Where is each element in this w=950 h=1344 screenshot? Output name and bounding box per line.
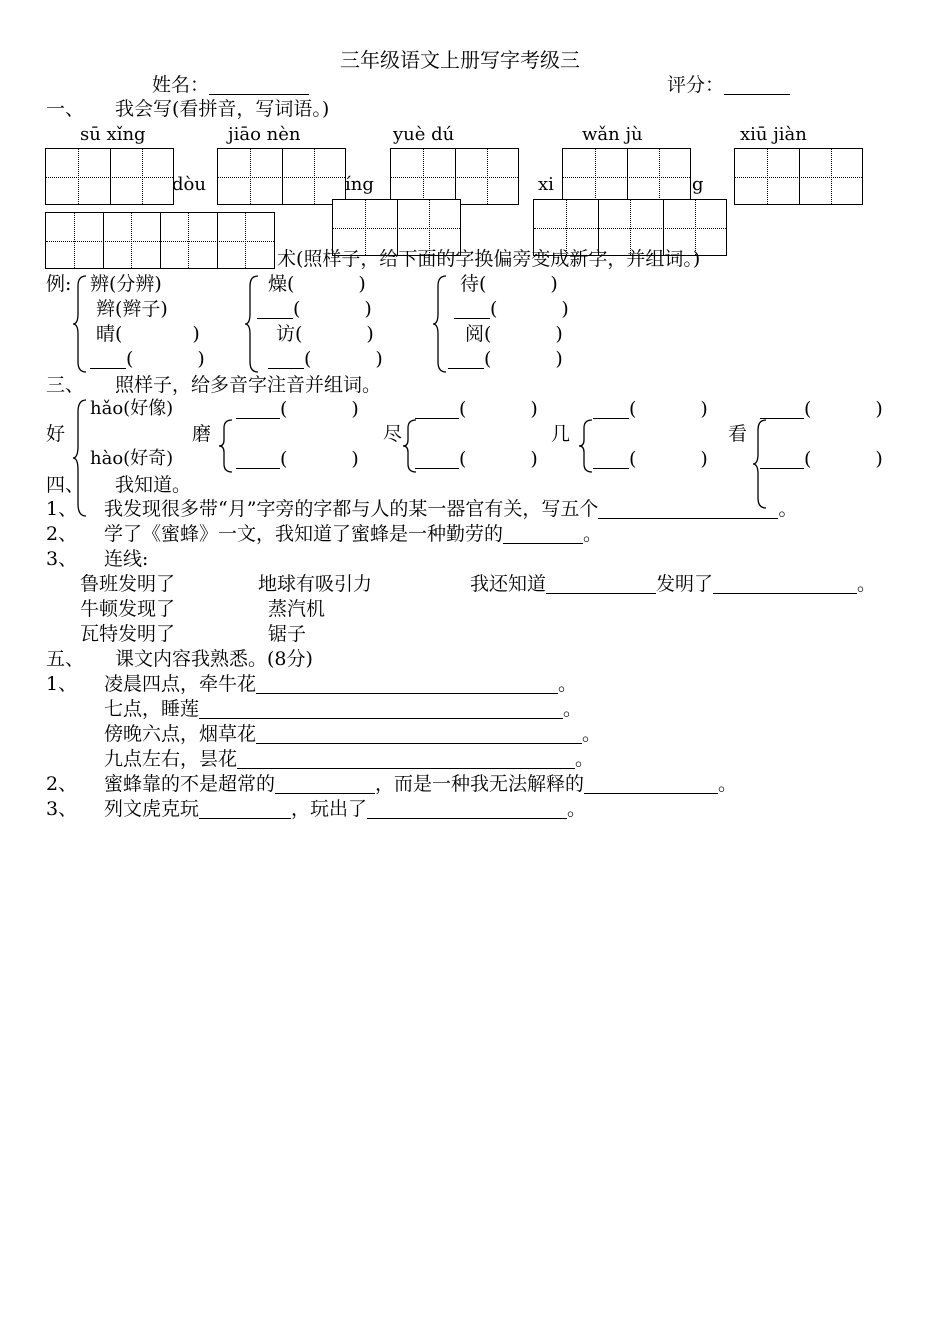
char2-blank1[interactable] [415, 400, 459, 419]
pinyin-row2-a: dòu [172, 174, 206, 195]
char1-open1: ( [280, 398, 288, 420]
char2-close1: ) [530, 398, 538, 420]
char4-open2: ( [804, 448, 812, 470]
char4-open1: ( [804, 398, 812, 420]
match-left-1[interactable]: 鲁班发明了 [80, 573, 176, 595]
char4-line1 [760, 400, 883, 419]
char4-close1: ) [875, 398, 883, 420]
s4-extra-period: 。 [857, 573, 877, 595]
char4-blank2[interactable] [760, 450, 804, 469]
col3-item4-open: ( [484, 348, 492, 370]
s5-q2-period: 。 [718, 773, 738, 795]
char2-open2: ( [459, 448, 467, 470]
example-reading-1: hǎo(好像) [90, 398, 174, 419]
col3-item1 [460, 275, 558, 294]
col1-item4-open: ( [126, 348, 134, 370]
s4-q2 [104, 525, 602, 544]
writing-grid-2[interactable] [217, 148, 346, 205]
s5-q3-a: 列文虎克玩 [104, 798, 200, 820]
s4-q1-period: 。 [778, 498, 798, 520]
col3-blank1[interactable] [454, 300, 490, 319]
s4-q3-number: 3、 [46, 548, 78, 570]
s5-q3-period: 。 [567, 798, 587, 820]
s5-q3-blank1[interactable] [199, 800, 291, 819]
char1-line1 [236, 400, 359, 419]
writing-grid-3[interactable] [390, 148, 519, 205]
match-right-3[interactable]: 锯子 [268, 623, 307, 645]
col3-item2 [454, 300, 569, 319]
col3-item3-close: ) [555, 323, 563, 345]
section1-number: 一、 [46, 98, 85, 120]
col1-item4-close: ) [197, 348, 205, 370]
char2-close2: ) [530, 448, 538, 470]
s4-extra-b: 发明了 [656, 573, 714, 595]
brace-col1 [72, 274, 92, 374]
s5-q2-a: 蜜蜂靠的不是超常的 [104, 773, 276, 795]
pinyin-4: wǎn jù [582, 124, 643, 145]
char3-blank1[interactable] [593, 400, 629, 419]
char3-close2: ) [700, 448, 708, 470]
col3-item4 [448, 350, 563, 369]
s4-extra-blank1[interactable] [546, 575, 656, 594]
writing-grid-1[interactable] [45, 148, 174, 205]
score-label [667, 76, 790, 95]
example-reading-2: hào(好奇) [90, 448, 174, 469]
s5-q2-blank1[interactable] [275, 775, 375, 794]
pinyin-2: jiāo nèn [228, 124, 301, 145]
s5-line-1-blank[interactable] [256, 675, 558, 694]
char4-line2 [760, 450, 883, 469]
pinyin-5: xiū jiàn [740, 124, 807, 145]
s5-line-3-text: 傍晚六点，烟草花 [104, 723, 257, 745]
col3-item2-close: ) [561, 298, 569, 320]
col2-blank2[interactable] [268, 350, 304, 369]
char3-blank2[interactable] [593, 450, 629, 469]
col3-blank2[interactable] [448, 350, 484, 369]
s5-line-4-text: 九点左右，昙花 [104, 748, 238, 770]
writing-grid-6[interactable] [45, 212, 275, 269]
s5-line-1-period: 。 [558, 673, 578, 695]
pinyin-row2-b: íng [345, 174, 374, 195]
col2-item3-text: 访( [276, 323, 303, 345]
char3-line2 [593, 450, 708, 469]
char1-line2 [236, 450, 359, 469]
char2-line2 [415, 450, 538, 469]
col1-item3-close: ) [192, 323, 200, 345]
char2-open1: ( [459, 398, 467, 420]
s5-line-1-text: 凌晨四点，牵牛花 [104, 673, 257, 695]
s4-q1-text: 我发现很多带“月”字旁的字都与人的某一器官有关，写五个 [104, 498, 599, 520]
col2-item1 [268, 275, 366, 294]
s5-line-1 [104, 675, 577, 694]
s4-extra-blank2[interactable] [713, 575, 857, 594]
s5-line-4 [104, 750, 594, 769]
col3-item4-close: ) [555, 348, 563, 370]
match-left-3[interactable]: 瓦特发明了 [80, 623, 176, 645]
col1-item3-text: 晴( [96, 323, 123, 345]
col2-item1-close: ) [358, 273, 366, 295]
s5-line-2-period: 。 [563, 698, 583, 720]
match-left-2[interactable]: 牛顿发现了 [80, 598, 176, 620]
col2-item2-close: ) [364, 298, 372, 320]
s5-q2-blank2[interactable] [584, 775, 718, 794]
char4-close2: ) [875, 448, 883, 470]
section2-heading: 术(照样子，给下面的字换偏旁变成新字，并组词。) [277, 248, 701, 270]
col3-item3 [465, 325, 563, 344]
poly-char-1: 磨 [192, 423, 212, 445]
col2-item2-open: ( [293, 298, 301, 320]
section5-number: 五、 [46, 648, 85, 670]
name-blank[interactable] [209, 76, 309, 95]
col3-item1-close: ) [550, 273, 558, 295]
example-char: 好 [46, 423, 66, 445]
writing-grid-4[interactable] [562, 148, 691, 205]
char1-open2: ( [280, 448, 288, 470]
poly-char-2: 尽 [383, 423, 403, 445]
name-label-text: 姓名： [152, 74, 210, 96]
s5-q1-number: 1、 [46, 673, 78, 695]
s4-q1-blank[interactable] [598, 500, 778, 519]
s5-line-3-period: 。 [582, 723, 602, 745]
s5-line-4-blank[interactable] [237, 750, 575, 769]
score-label-text: 评分： [667, 74, 725, 96]
col1-item1: 辨(分辨) [90, 273, 162, 295]
char3-open1: ( [629, 398, 637, 420]
char1-close1: ) [351, 398, 359, 420]
match-right-1[interactable]: 地球有吸引力 [258, 573, 373, 595]
s5-line-2-blank[interactable] [199, 700, 563, 719]
char2-blank2[interactable] [415, 450, 459, 469]
pinyin-row2-d: g [692, 174, 704, 195]
col1-item2: 辫(辫子) [96, 298, 168, 320]
col1-blank[interactable] [90, 350, 126, 369]
s5-line-2 [104, 700, 582, 719]
char4-blank1[interactable] [760, 400, 804, 419]
s4-q1-number: 1、 [46, 498, 78, 520]
pinyin-1: sū xǐng [80, 124, 146, 145]
s4-q1 [104, 500, 797, 519]
col2-item2 [257, 300, 372, 319]
col2-item3 [276, 325, 374, 344]
s5-q3-blank2[interactable] [367, 800, 567, 819]
writing-grid-5[interactable] [734, 148, 863, 205]
s5-q3-b: ，玩出了 [291, 798, 368, 820]
s4-extra-a: 我还知道 [470, 573, 547, 595]
poly-char-4: 看 [728, 423, 748, 445]
s4-q2-text: 学了《蜜蜂》一文，我知道了蜜蜂是一种勤劳的 [104, 523, 504, 545]
pinyin-row2-c: xi [538, 174, 554, 195]
char2-line1 [415, 400, 538, 419]
section1-heading: 我会写(看拼音，写词语。) [115, 98, 330, 120]
col2-item4-close: ) [375, 348, 383, 370]
s4-q2-number: 2、 [46, 523, 78, 545]
page-title: 三年级语文上册写字考级三 [340, 48, 580, 72]
s5-line-2-text: 七点，睡莲 [104, 698, 200, 720]
char3-open2: ( [629, 448, 637, 470]
name-label [152, 76, 309, 95]
col2-item3-close: ) [366, 323, 374, 345]
example-label: 例: [46, 273, 72, 295]
brace-col2 [244, 274, 264, 374]
col1-item3 [96, 325, 200, 344]
section4-heading: 我知道。 [115, 474, 192, 496]
char1-close2: ) [351, 448, 359, 470]
score-blank[interactable] [724, 76, 790, 95]
s5-line-4-period: 。 [575, 748, 595, 770]
col3-item3-text: 阅( [465, 323, 492, 345]
char1-blank2[interactable] [236, 450, 280, 469]
s5-q2 [104, 775, 737, 794]
section5-heading: 课文内容我熟悉。(8分) [115, 648, 313, 670]
col1-item4 [90, 350, 205, 369]
poly-char-3: 几 [551, 423, 571, 445]
brace-char-1 [218, 418, 238, 474]
s4-q2-period: 。 [583, 523, 603, 545]
col3-item2-open: ( [490, 298, 498, 320]
char1-blank1[interactable] [236, 400, 280, 419]
s4-extra [470, 575, 876, 594]
section3-heading: 照样子，给多音字注音并组词。 [115, 374, 382, 396]
char3-close1: ) [700, 398, 708, 420]
s5-line-3 [104, 725, 601, 744]
s5-q3 [104, 800, 586, 819]
s5-q2-number: 2、 [46, 773, 78, 795]
s5-line-3-blank[interactable] [256, 725, 582, 744]
s5-q3-number: 3、 [46, 798, 78, 820]
s4-q3: 连线: [104, 548, 149, 570]
col2-blank1[interactable] [257, 300, 293, 319]
char3-line1 [593, 400, 708, 419]
section3-number: 三、 [46, 374, 85, 396]
section4-number: 四、 [46, 474, 85, 496]
col2-item1-text: 燥( [268, 273, 295, 295]
s5-q2-b: ，而是一种我无法解释的 [375, 773, 585, 795]
col2-item4 [268, 350, 383, 369]
col2-item4-open: ( [304, 348, 312, 370]
col3-item1-text: 待( [460, 273, 487, 295]
pinyin-3: yuè dú [393, 124, 455, 145]
s4-q2-blank[interactable] [503, 525, 583, 544]
match-right-2[interactable]: 蒸汽机 [268, 598, 326, 620]
